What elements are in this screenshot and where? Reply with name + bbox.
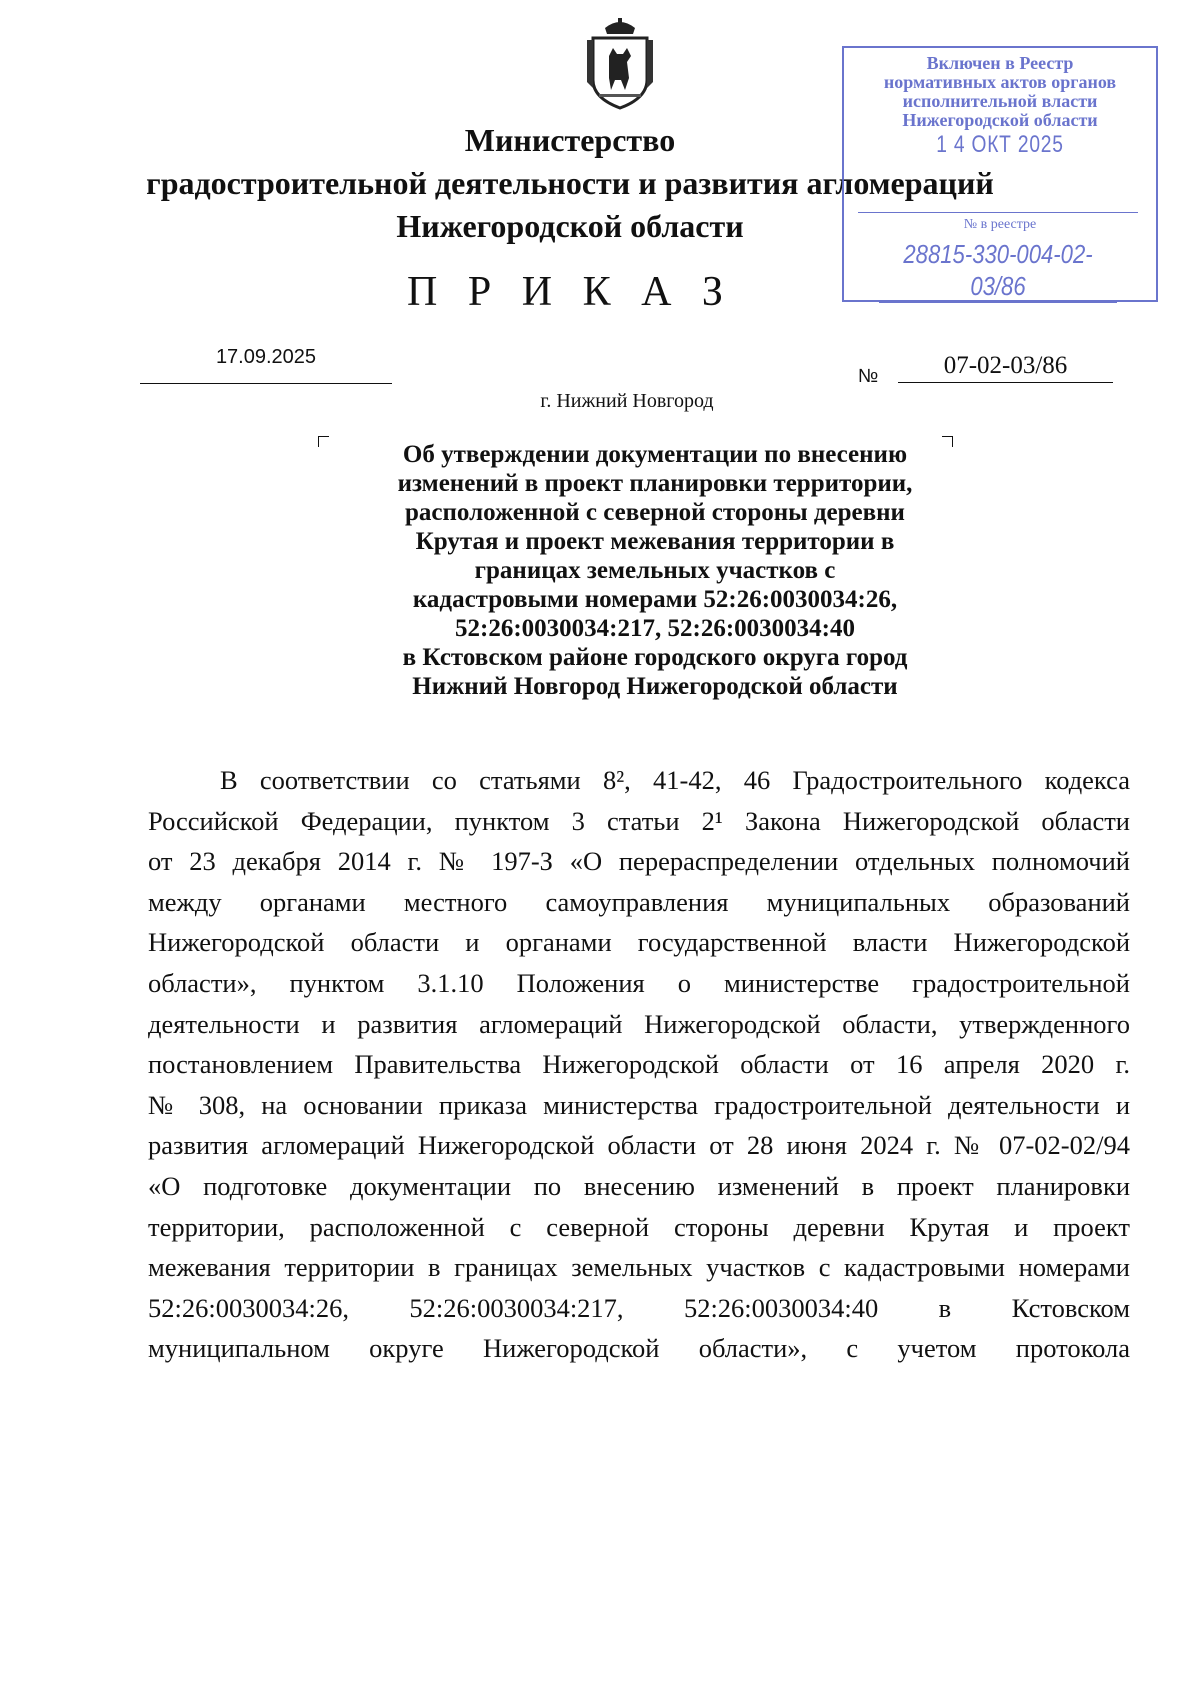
- body-line: муниципальном округе Нижегородской области», с учетом протокола: [148, 1333, 1130, 1364]
- body-line: развития агломераций Нижегородской области от 28 июня 2024 г. № 07-02-02/94: [148, 1130, 1130, 1161]
- title-line: расположенной с северной стороны деревни: [405, 499, 905, 526]
- body-line: 52:26:0030034:26, 52:26:0030034:217, 52:26:0030034:40 в Кстовском: [148, 1292, 1130, 1323]
- stamp-divider: [858, 212, 1138, 213]
- title-line: изменений в проект планировки территории,: [397, 470, 913, 497]
- title-line: границах земельных участков с: [474, 557, 836, 584]
- body-line: межевания территории в границах земельных участков с кадастровыми номерами: [148, 1252, 1130, 1283]
- body-line: Российской Федерации, пунктом 3 статьи 2¹ Закона Нижегородской области: [148, 805, 1130, 836]
- document-type: П Р И К А З: [407, 269, 733, 315]
- body-line: № 308, на основании приказа министерства градостроительной деятельности и: [148, 1089, 1130, 1120]
- title-line: Об утверждении документации по внесению: [402, 441, 908, 468]
- body-line: территории, расположенной с северной стороны деревни Крутая и проект: [148, 1211, 1130, 1242]
- stamp-registry-label: № в реестре: [963, 217, 1037, 232]
- stamp-date: 1 4 ОКТ 2025: [936, 131, 1064, 158]
- stamp-registry-number: 28815-330-004-02-03/86: [879, 238, 1117, 303]
- title-line: кадастровыми номерами 52:26:0030034:26,: [412, 586, 898, 613]
- order-date: 17.09.2025: [140, 346, 392, 384]
- city: г. Нижний Новгород: [540, 390, 714, 412]
- order-number: 07-02-03/86: [898, 352, 1113, 383]
- body-line: деятельности и развития агломераций Нижегородской области, утвержденного: [148, 1008, 1130, 1039]
- body-line: области», пунктом 3.1.10 Положения о министерстве градостроительной: [148, 967, 1130, 998]
- coat-of-arms-emblem: [585, 18, 655, 110]
- body-line: между органами местного самоуправления муниципальных образований: [148, 886, 1130, 917]
- title-corner-left: [318, 436, 329, 447]
- body-line: Нижегородской области и органами государственной власти Нижегородской: [148, 927, 1130, 958]
- stamp-text: [844, 54, 1156, 130]
- stamp-line: нормативных актов органов: [883, 72, 1117, 92]
- stamp-line: Включен в Реестр: [926, 53, 1074, 73]
- title-line: Нижний Новгород Нижегородской области: [412, 673, 898, 700]
- ministry-name-line-1: Министерство: [464, 122, 676, 158]
- number-sign: №: [858, 366, 879, 387]
- title-line: в Кстовском районе городского округа город: [402, 644, 908, 671]
- ministry-name-line-3: Нижегородской области: [396, 208, 744, 244]
- body-line: от 23 декабря 2014 г. № 197-З «О перераспределении отдельных полномочий: [148, 846, 1130, 877]
- stamp-line: исполнительной власти: [902, 91, 1098, 111]
- ministry-name-line-2: градостроительной деятельности и развития агломераций: [146, 165, 994, 201]
- order-title: [330, 440, 980, 701]
- body-line: В соответствии со статьями 8², 41-42, 46 Градостроительного кодекса: [220, 765, 1130, 795]
- title-line: Крутая и проект межевания территории в: [415, 528, 895, 555]
- body-line: постановлением Правительства Нижегородской области от 16 апреля 2020 г.: [148, 1049, 1130, 1080]
- title-line: 52:26:0030034:217, 52:26:0030034:40: [455, 615, 855, 642]
- body-line: «О подготовке документации по внесению изменений в проект планировки: [148, 1170, 1130, 1201]
- body-paragraph: [148, 760, 1130, 1369]
- registry-stamp: [842, 46, 1158, 302]
- stamp-line: Нижегородской области: [902, 110, 1098, 130]
